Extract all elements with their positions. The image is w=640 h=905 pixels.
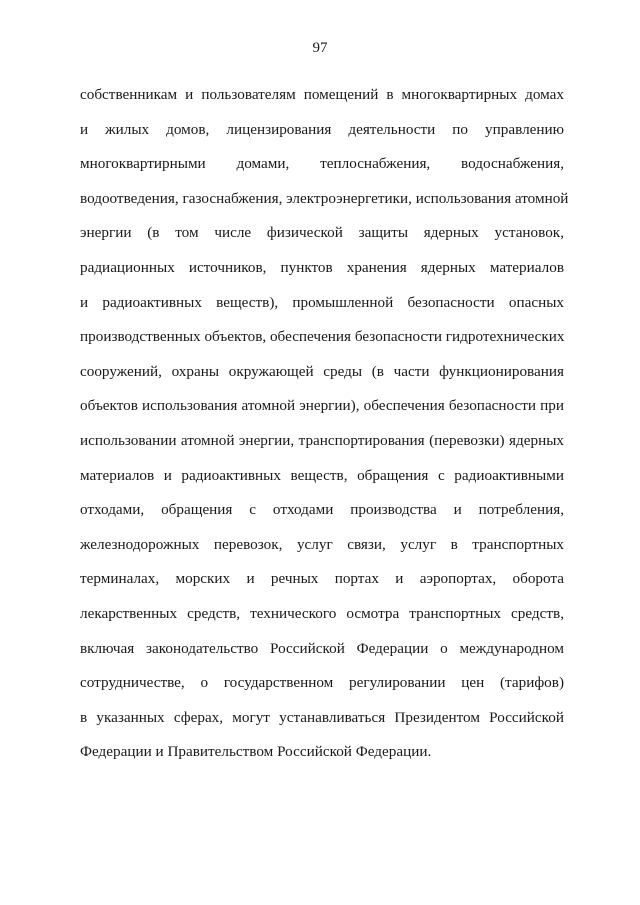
text-line: водоотведения, газоснабжения, электроэнергетики, использования атомной [80, 189, 569, 207]
text-line: железнодорожных перевозок, услуг связи, услуг в транспортных [80, 535, 564, 553]
text-line: и жилых домов, лицензирования деятельности по управлению [80, 120, 564, 138]
text-line: лекарственных средств, технического осмотра транспортных средств, [80, 604, 564, 622]
text-line: материалов и радиоактивных веществ, обращения с радиоактивными [80, 466, 564, 484]
text-line: объектов использования атомной энергии), обеспечения безопасности при [80, 397, 564, 415]
text-line: производственных объектов, обеспечения безопасности гидротехнических [80, 328, 565, 346]
text-line: терминалах, морских и речных портах и аэропортах, оборота [80, 570, 564, 588]
text-line: включая законодательство Российской Федерации о международном [80, 639, 564, 657]
text-line: сооружений, охраны окружающей среды (в части функционирования [80, 362, 564, 380]
body-paragraph [80, 84, 569, 776]
text-line: отходами, обращения с отходами производства и потребления, [80, 501, 564, 519]
page-number: 97 [312, 40, 328, 56]
text-line: энергии (в том числе физической защиты ядерных установок, [80, 224, 564, 242]
text-line: радиационных источников, пунктов хранения ядерных материалов [80, 258, 564, 276]
text-line: собственникам и пользователям помещений в многоквартирных домах [80, 86, 564, 103]
text-line-last: Федерации и Правительством Российской Федерации. [80, 743, 432, 761]
text-line: многоквартирными домами, теплоснабжения, водоснабжения, [80, 155, 564, 173]
text-line: в указанных сферах, могут устанавливаться Президентом Российской [80, 708, 564, 726]
text-line: использовании атомной энергии, транспортирования (перевозки) ядерных [80, 431, 564, 449]
text-line: сотрудничестве, о государственном регулировании цен (тарифов) [80, 674, 564, 692]
text-line: и радиоактивных веществ), промышленной безопасности опасных [80, 293, 564, 311]
